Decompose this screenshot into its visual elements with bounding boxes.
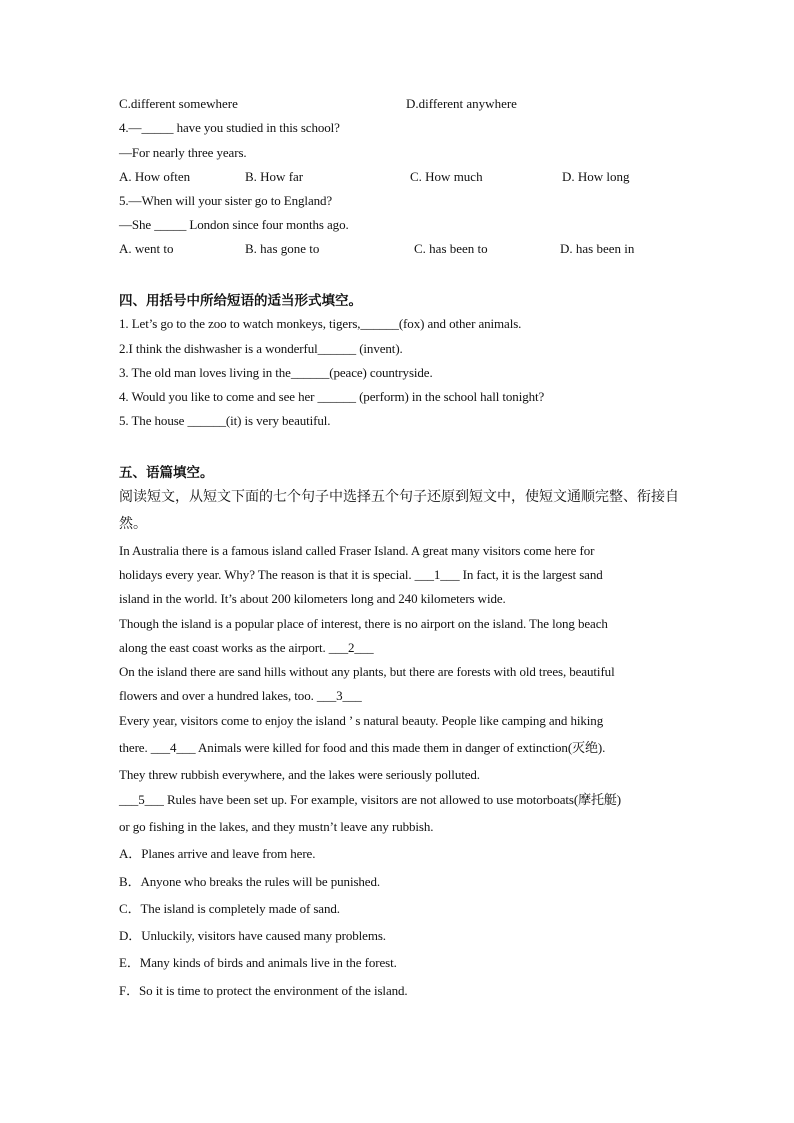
q4-option-b: B. How far <box>245 169 304 184</box>
section4-item-5: 5. The house ______(it) is very beautiful. <box>119 413 331 428</box>
q5-option-a: A. went to <box>119 241 174 256</box>
section4-item-3: 3. The old man loves living in the______(peace) countryside. <box>119 365 433 380</box>
section4-item-1: 1. Let’s go to the zoo to watch monkeys, tigers,______(fox) and other animals. <box>119 316 522 331</box>
section5-instruction-line2: 然。 <box>119 516 147 532</box>
passage-line-11: ___5___ Rules have been set up. For example, visitors are not allowed to use motorboats(摩托艇) <box>119 792 622 807</box>
passage-line-7: flowers and over a hundred lakes, too. ___3___ <box>119 688 362 703</box>
passage-line-10: They threw rubbish everywhere, and the lakes were seriously polluted. <box>119 767 480 782</box>
section5-heading: 五、语篇填空。 <box>119 465 214 481</box>
section5-instruction-line1: 阅读短文，从短文下面的七个句子中选择五个句子还原到短文中，使短文通顺完整、衔接自 <box>119 489 679 505</box>
section4-heading: 四、用括号中所给短语的适当形式填空。 <box>119 293 362 309</box>
passage-line-2: holidays every year. Why? The reason is that it is special. ___1___ In fact, it is the largest sand <box>119 567 603 582</box>
passage-line-9: there. ___4___ Animals were killed for food and this made them in danger of extinction(灭绝). <box>119 740 606 755</box>
passage-line-5: along the east coast works as the airport. ___2___ <box>119 640 374 655</box>
q5-option-c: C. has been to <box>414 241 488 256</box>
passage-line-12: or go fishing in the lakes, and they mustn’t leave any rubbish. <box>119 819 434 834</box>
q3-option-c: C.different somewhere <box>119 96 238 111</box>
choice-f: F．So it is time to protect the environment of the island. <box>119 983 408 998</box>
q4-answer: —For nearly three years. <box>119 145 247 160</box>
choice-e: E．Many kinds of birds and animals live in the forest. <box>119 955 397 970</box>
choice-d: D．Unluckily, visitors have caused many problems. <box>119 928 386 943</box>
q5-question: 5.—When will your sister go to England? <box>119 193 333 208</box>
choice-c: C．The island is completely made of sand. <box>119 901 340 916</box>
q5-option-b: B. has gone to <box>245 241 320 256</box>
passage-line-6: On the island there are sand hills without any plants, but there are forests with old trees, beautiful <box>119 664 615 679</box>
q4-option-d: D. How long <box>562 169 630 184</box>
q5-answer: —She _____ London since four months ago. <box>119 217 349 232</box>
choice-b: B．Anyone who breaks the rules will be punished. <box>119 874 381 889</box>
passage-line-1: In Australia there is a famous island called Fraser Island. A great many visitors come here for <box>119 543 595 558</box>
passage-line-8: Every year, visitors come to enjoy the island ’ s natural beauty. People like camping and hiking <box>119 713 604 728</box>
section4-item-4: 4. Would you like to come and see her ______ (perform) in the school hall tonight? <box>119 389 545 404</box>
q4-option-c: C. How much <box>410 169 483 184</box>
q4-question: 4.—_____ have you studied in this school? <box>119 120 340 135</box>
passage-line-4: Though the island is a popular place of interest, there is no airport on the island. The long beach <box>119 616 608 631</box>
section4-item-2: 2.I think the dishwasher is a wonderful______ (invent). <box>119 341 403 356</box>
q3-option-d: D.different anywhere <box>406 96 517 111</box>
choice-a: A．Planes arrive and leave from here. <box>119 846 316 861</box>
q4-option-a: A. How often <box>119 169 191 184</box>
passage-line-3: island in the world. It’s about 200 kilometers long and 240 kilometers wide. <box>119 591 506 606</box>
q5-option-d: D. has been in <box>560 241 635 256</box>
